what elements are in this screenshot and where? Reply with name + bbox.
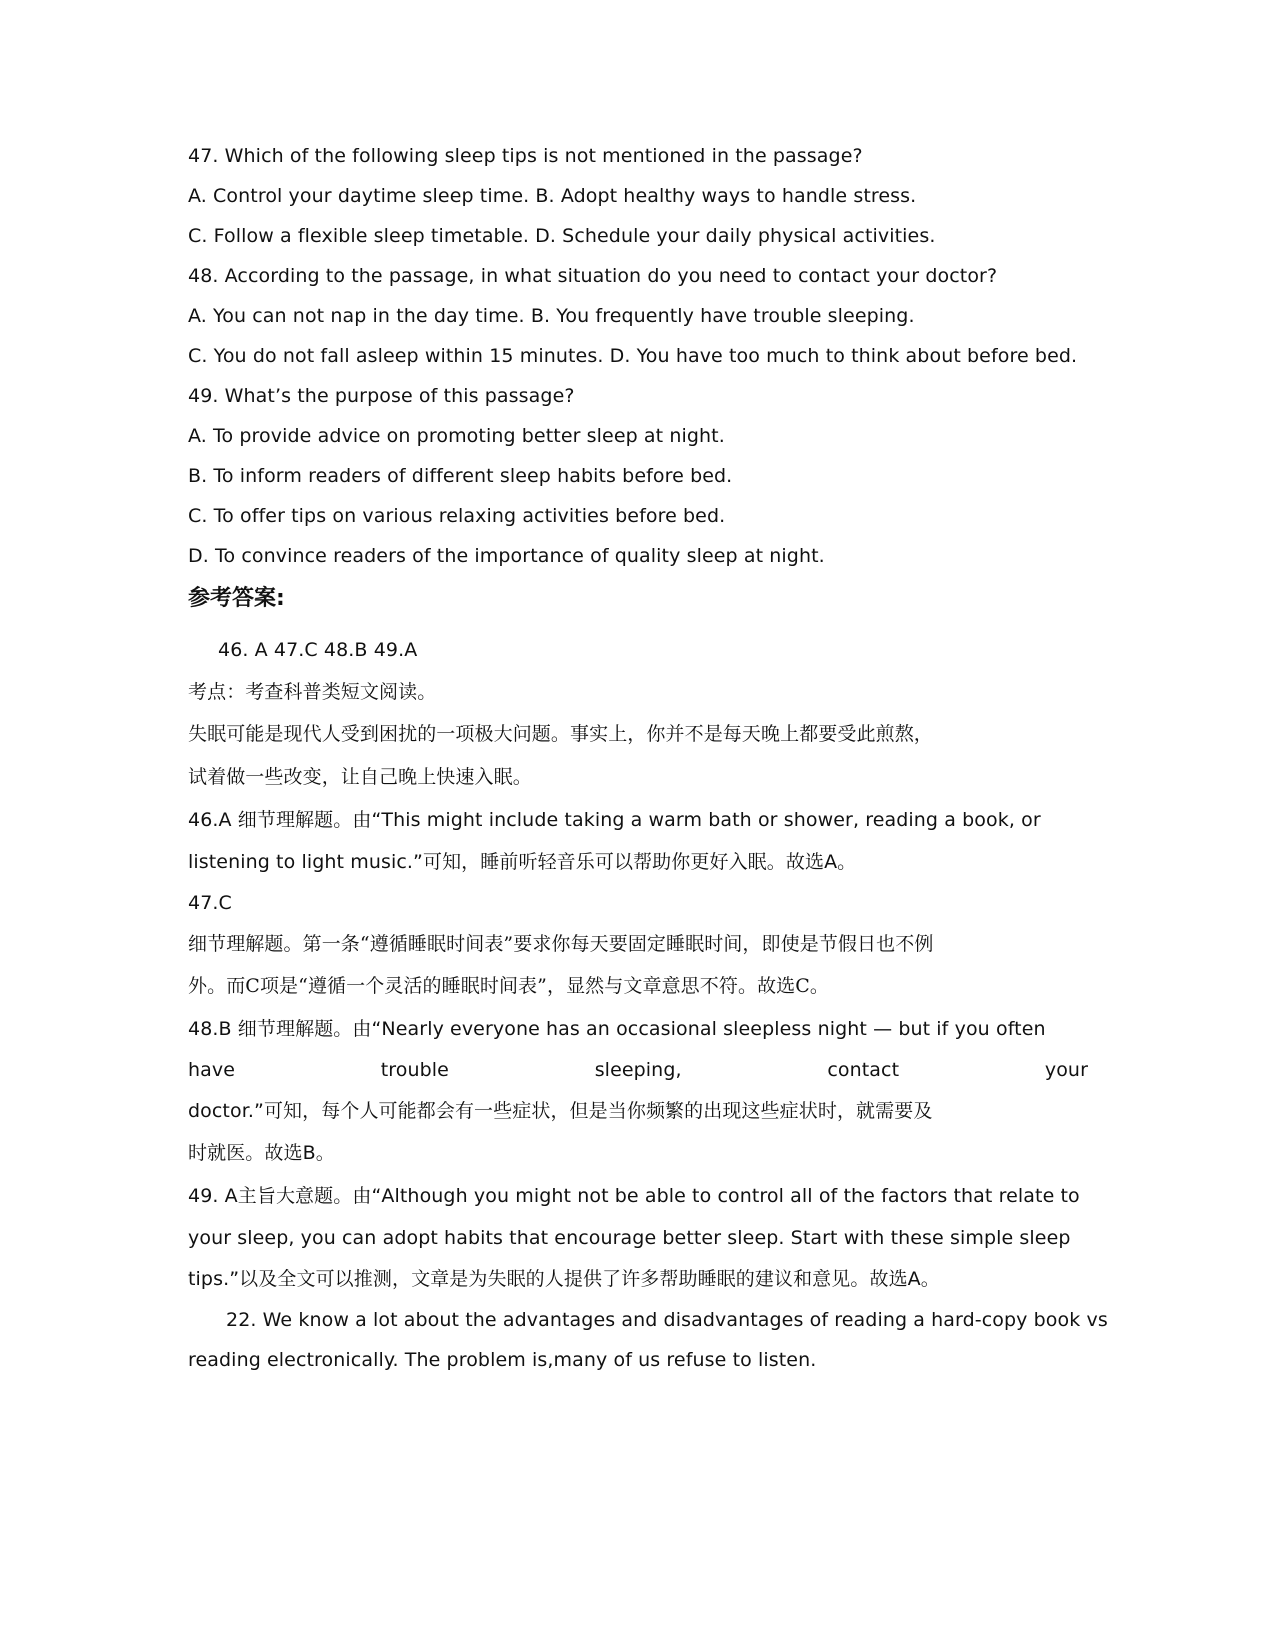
- explanation-48-line-2: [188, 1056, 1088, 1084]
- question-47-options-ab: A. Control your daytime sleep time. B. Adopt healthy ways to handle stress.: [188, 185, 917, 207]
- question-49-option-c: C. To offer tips on various relaxing activities before bed.: [188, 505, 726, 527]
- question-49-option-b: B. To inform readers of different sleep habits before bed.: [188, 465, 733, 487]
- question-48-options-ab: A. You can not nap in the day time. B. You frequently have trouble sleeping.: [188, 305, 915, 327]
- explanation-48-line-3: doctor.”可知，每个人可能都会有一些症状，但是当你频繁的出现这些症状时，就需要及: [188, 1100, 933, 1122]
- passage-22-line-1: 22. We know a lot about the advantages and disadvantages of reading a hard-copy book vs: [226, 1309, 1108, 1331]
- question-48-stem: 48. According to the passage, in what situation do you need to contact your doctor?: [188, 265, 998, 287]
- passage-22-line-2: reading electronically. The problem is,many of us refuse to listen.: [188, 1349, 817, 1371]
- answer-key: 46. A 47.C 48.B 49.A: [218, 639, 418, 661]
- kaodian-text: 考点：考查科普类短文阅读。: [188, 681, 437, 703]
- question-47-options-cd: C. Follow a flexible sleep timetable. D. Schedule your daily physical activities.: [188, 225, 936, 247]
- explanation-48-word: contact: [827, 1059, 900, 1081]
- explanation-49-line-3: tips.”以及全文可以推测，文章是为失眠的人提供了许多帮助睡眠的建议和意见。故选A。: [188, 1268, 940, 1290]
- question-49-option-a: A. To provide advice on promoting better sleep at night.: [188, 425, 725, 447]
- question-49-option-d: D. To convince readers of the importance of quality sleep at night.: [188, 545, 825, 567]
- question-49-stem: 49. What’s the purpose of this passage?: [188, 385, 575, 407]
- explanation-49-line-2: your sleep, you can adopt habits that encourage better sleep. Start with these simple sleep: [188, 1227, 1071, 1249]
- explanation-48-word: sleeping,: [594, 1059, 682, 1081]
- explanation-46-line-2: listening to light music.”可知，睡前听轻音乐可以帮助你更好入眠。故选A。: [188, 851, 857, 873]
- explanation-47-label: 47.C: [188, 892, 232, 914]
- explanation-46-line-1: 46.A 细节理解题。由“This might include taking a warm bath or shower, reading a book, or: [188, 809, 1041, 831]
- explanation-48-line-1: 48.B 细节理解题。由“Nearly everyone has an occasional sleepless night — but if you often: [188, 1018, 1046, 1040]
- question-48-options-cd: C. You do not fall asleep within 15 minutes. D. You have too much to think about before bed.: [188, 345, 1078, 367]
- intro-line-1: 失眠可能是现代人受到困扰的一项极大问题。事实上，你并不是每天晚上都要受此煎熬，: [188, 723, 933, 745]
- explanation-47-line-2: 外。而C项是“遵循一个灵活的睡眠时间表”，显然与文章意思不符。故选C。: [188, 975, 830, 997]
- intro-line-2: 试着做一些改变，让自己晚上快速入眠。: [188, 766, 532, 788]
- explanation-48-word: your: [1044, 1059, 1088, 1081]
- explanation-48-word: have: [188, 1059, 236, 1081]
- explanation-48-line-4: 时就医。故选B。: [188, 1142, 335, 1164]
- explanation-47-line-1: 细节理解题。第一条“遵循睡眠时间表”要求你每天要固定睡眠时间，即使是节假日也不例: [188, 933, 934, 955]
- explanation-49-line-1: 49. A主旨大意题。由“Although you might not be able to control all of the factors that relate to: [188, 1185, 1080, 1207]
- explanation-48-word: trouble: [380, 1059, 449, 1081]
- question-47-stem: 47. Which of the following sleep tips is not mentioned in the passage?: [188, 145, 863, 167]
- answer-section-heading: 参考答案:: [188, 586, 285, 611]
